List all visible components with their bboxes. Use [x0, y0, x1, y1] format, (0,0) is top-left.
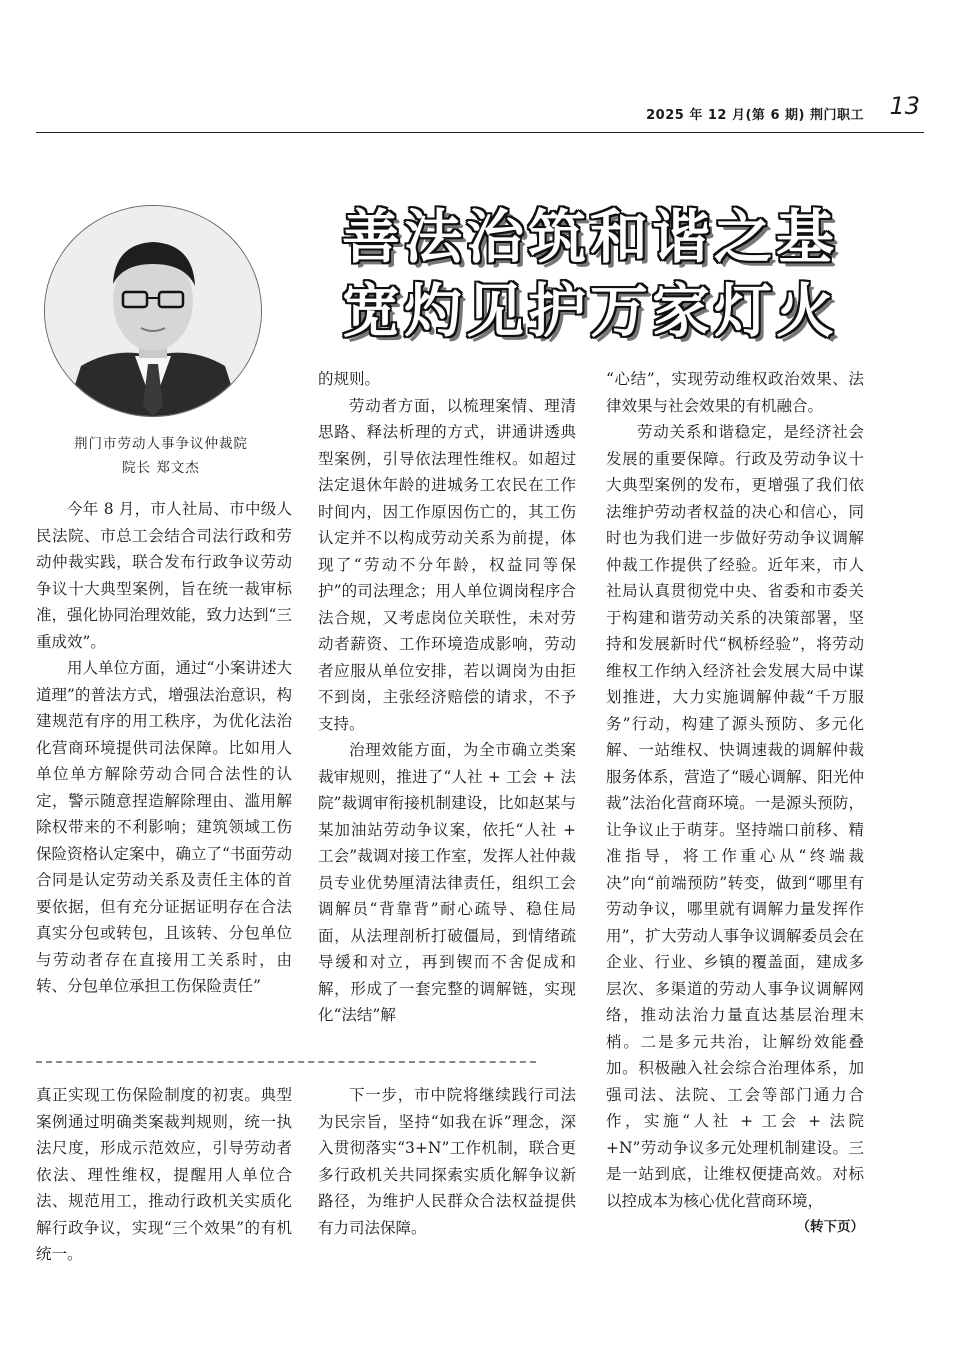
body-column-2: [318, 366, 576, 1029]
lower-left-block: [36, 1082, 292, 1268]
section-divider: [36, 1061, 536, 1063]
paragraph: “心结”，实现劳动维权政治效果、法律效果与社会效果的有机融合。: [606, 370, 864, 415]
article-title-line2: 宽灼见护万家灯火: [341, 277, 838, 345]
lower-middle-block: [318, 1082, 576, 1241]
article-title-line1: 善法治筑和谐之基: [341, 203, 838, 271]
page-number: 13: [889, 92, 920, 120]
paragraph: 下一步，市中院将继续践行司法为民宗旨，坚持“如我在诉”理念，深入贯彻落实“3+N”工作机制，联合更多行政机关共同探索实质化解争议新路径，为维护人民群众合法权益提供有力司法保障。: [318, 1086, 576, 1237]
paragraph: 用人单位方面，通过“小案讲述大道理”的普法方式，增强法治意识，构建规范有序的用工秩序，为优化法治化营商环境提供司法保障。比如用人单位单方解除劳动合同合法性的认定，警示随意捏造解除理由、滥用解除权带来的不利影响；建筑领域工伤保险资格认定案中，确立了“书面劳动合同是认定劳动关系及责任主体的首要依据，但有充分证据证明存在合法真实分包或转包，且该转、分包单位与劳动者存在直接用工关系时，由转、分包单位承担工伤保险责任”: [36, 659, 292, 995]
author-portrait: [44, 205, 262, 417]
continued-note: （转下页）: [796, 1219, 864, 1235]
paragraph: 真正实现工伤保险制度的初衷。典型案例通过明确类案裁判规则，统一执法尺度，形成示范效应，引导劳动者依法、理性维权，提醒用人单位合法、规范用工，推动行政机关实质化解行政争议，实现“三个效果”的有机统一。: [36, 1086, 292, 1263]
paragraph: 劳动者方面，以梳理案情、理清思路、释法析理的方式，讲通讲透典型案例，引导依法理性维权。如超过法定退休年龄的进城务工农民在工作时间内，因工作原因伤亡的，其工伤认定并不以构成劳动关系为前提，体现了“劳动不分年龄，权益同等保护”的司法理念；用人单位调岗程序合法合规，又考虑岗位关联性，未对劳动者薪资、工作环境造成影响，劳动者应服从单位安排，若以调岗为由拒不到岗，主张经济赔偿的请求，不予支持。: [318, 396, 576, 733]
paragraph: [606, 419, 864, 1235]
paragraph: 今年 8 月，市人社局、市中级人民法院、市总工会结合司法行政和劳动仲裁实践，联合发布行政争议劳动争议十大典型案例，旨在统一裁审标准，强化协同治理效能，致力达到“三重成效”。: [36, 500, 292, 651]
person-photo-icon: [45, 206, 261, 416]
author-name: 院长 郑文杰: [122, 460, 200, 476]
author-org: 荆门市劳动人事争议仲裁院: [74, 436, 248, 452]
paragraph-text: 劳动关系和谐稳定，是经济社会发展的重要保障。行政及劳动争议十大典型案例的发布，更增强了我们依法维护劳动者权益的决心和信心，同时也为我们进一步做好劳动争议调解仲裁工作提供了经验。近年来，市人社局认真贯彻党中央、省委和市委关于构建和谐劳动关系的决策部署，坚持和发展新时代“枫桥经验”，将劳动维权工作纳入经济社会发展大局中谋划推进，大力实施调解仲裁“千万服务”行动，构建了源头预防、多元化解、一站维权、快调速裁的调解仲裁服务体系，营造了“暖心调解、阳光仲裁”法治化营商环境。一是源头预防，让争议止于萌芽。坚持端口前移、精准指导，将工作重心从“终端裁决”向“前端预防”转变，做到“哪里有劳动争议，哪里就有调解力量发挥作用”，扩大劳动人事争议调解委员会在企业、行业、乡镇的覆盖面，建成多层次、多渠道的劳动人事争议调解网络，推动法治力量直达基层治理末梢。二是多元共治，让解纷效能叠加。积极融入社会综合治理体系，加强司法、法院、工会等部门通力合作，实施“人社 + 工会 + 法院 +N”劳动争议多元处理机制建设。三是一站到底，让维权便捷高效。对标以控成本为核心优化营商环境，: [606, 423, 864, 1210]
paragraph: 的规则。: [318, 370, 381, 388]
issue-label: 2025 年 12 月(第 6 期) 荆门职工: [646, 108, 864, 123]
body-column-1: [36, 496, 292, 1000]
body-column-3: [606, 366, 864, 1241]
page-header: [36, 92, 924, 133]
paragraph: 治理效能方面，为全市确立类案裁审规则，推进了“人社 + 工会 + 法院”裁调审衔接机制建设，比如赵某与某加油站劳动争议案，依托“人社 + 工会”裁调对接工作室，发挥人社仲裁员专业优势厘清法律责任，组织工会调解员“背靠背”耐心疏导、稳住局面，从法理剖析打破僵局，到情绪疏导缓和对立，再到锲而不舍促成和解，形成了一套完整的调解链，实现化“法结”解: [318, 741, 576, 1024]
